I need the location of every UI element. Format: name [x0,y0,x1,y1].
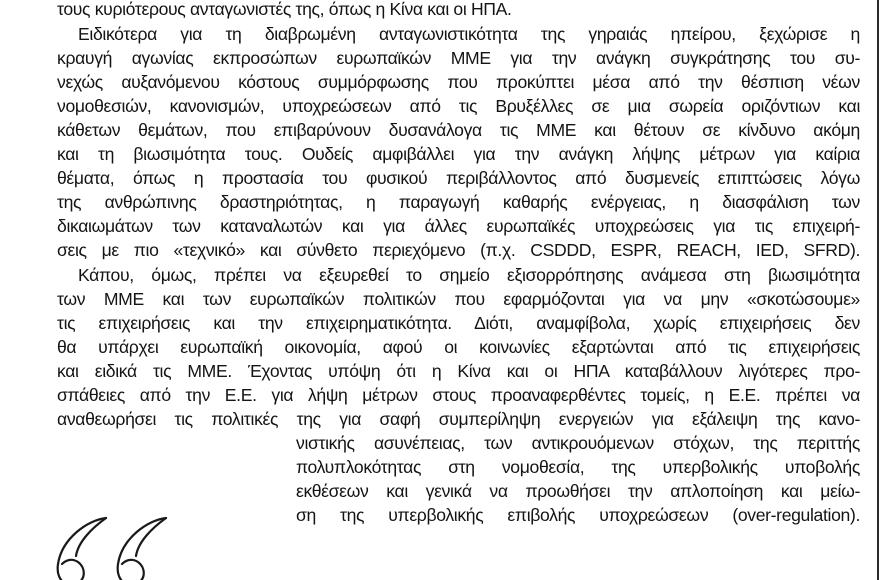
text-line-4: νεχώς αυξανόμενου κόστους συμμόρφωσης που προκύπτει μέσα από την θέσπιση νέων [57,72,860,92]
text-line-22: ση της υπερβολικής επιβολής υποχρεώσεων (over-regulation). [296,505,860,525]
text-line-18: αναθεωρήσει τις πολιτικές της για σαφή συμπερίληψη ενεργειών για εξάλειψη της κανο- [57,409,860,429]
text-line-16: και ειδικά τις ΜΜΕ. Έχοντας υπόψη ότι η Κίνα και οι ΗΠΑ καταβάλλουν λιγότερες προ- [57,361,860,381]
text-line-7: και τη βιωσιμότητα τους. Ουδείς αμφιβάλλει για την ανάγκη λήψης μέτρων για καίρια [57,144,860,164]
text-line-11: σεις με πιο «τεχνικό» και σύνθετο περιεχόμενο (π.χ. CSDDD, ESPR, REACH, IED, SFRD). [57,240,860,260]
text-line-1: τους κυριότερους ανταγωνιστές της, όπως η Κίνα και οι ΗΠΑ. [57,0,512,19]
text-line-17: σπάθειες από την Ε.Ε. για λήψη μέτρων στους προαναφερθέντες τομείς, η Ε.Ε. πρέπει να [57,385,860,405]
pull-quote-mark-icon [48,512,178,580]
text-line-2: Ειδικότερα για τη διαβρωμένη ανταγωνιστικότητα της γηραιάς ηπείρου, ξεχώρισε η [78,24,860,44]
text-line-21: εκθέσεων και γενικά να προωθήσει την απλοποίηση και μείω- [296,481,860,501]
text-line-5: νομοθεσιών, κανονισμών, υποχρεώσεων από τις Βρυξέλλες σε μια σωρεία οριζόντιων και [57,96,860,116]
column-divider [877,0,879,580]
text-line-20: πολυπλοκότητας στη νομοθεσία, της υπερβολικής υποβολής [296,457,860,477]
text-line-13: των ΜΜΕ και των ευρωπαϊκών πολιτικών που εφαρμόζονται για να μην «σκοτώσουμε» [57,289,860,309]
text-line-3: κραυγή αγωνίας εκπροσώπων ευρωπαϊκών ΜΜΕ για την ανάγκη συγκράτησης του συ- [57,48,860,68]
text-line-15: θα υπάρχει ευρωπαϊκή οικονομία, αφού οι κοινωνίες εξαρτώνται από τις επιχειρήσεις [57,337,860,357]
text-line-10: δικαιωμάτων των καταναλωτών και για άλλες ευρωπαϊκές υποχρεώσεις για τις επιχειρή- [57,216,860,236]
text-line-12: Κάπου, όμως, πρέπει να εξευρεθεί το σημείο εξισορρόπησης ανάμεσα στη βιωσιμότητα [78,265,860,285]
text-line-9: της ανθρώπινης δραστηριότητας, η παραγωγή καθαρής ενέργειας, η διασφάλιση των [57,192,860,212]
text-line-19: νιστικής ασυνέπειας, των αντικρουόμενων στόχων, της περιττής [296,433,860,453]
text-line-6: κάθετων θεμάτων, που επιβαρύνουν δυσανάλογα τις ΜΜΕ και θέτουν σε κίνδυνο ακόμη [57,120,860,140]
text-line-8: θέματα, όπως η προστασία του φυσικού περιβάλλοντος από δυσμενείς επιπτώσεις λόγω [57,168,860,188]
text-line-14: τις επιχειρήσεις και την επιχειρηματικότητα. Διότι, αναμφίβολα, χωρίς επιχειρήσεις δεν [57,313,860,333]
